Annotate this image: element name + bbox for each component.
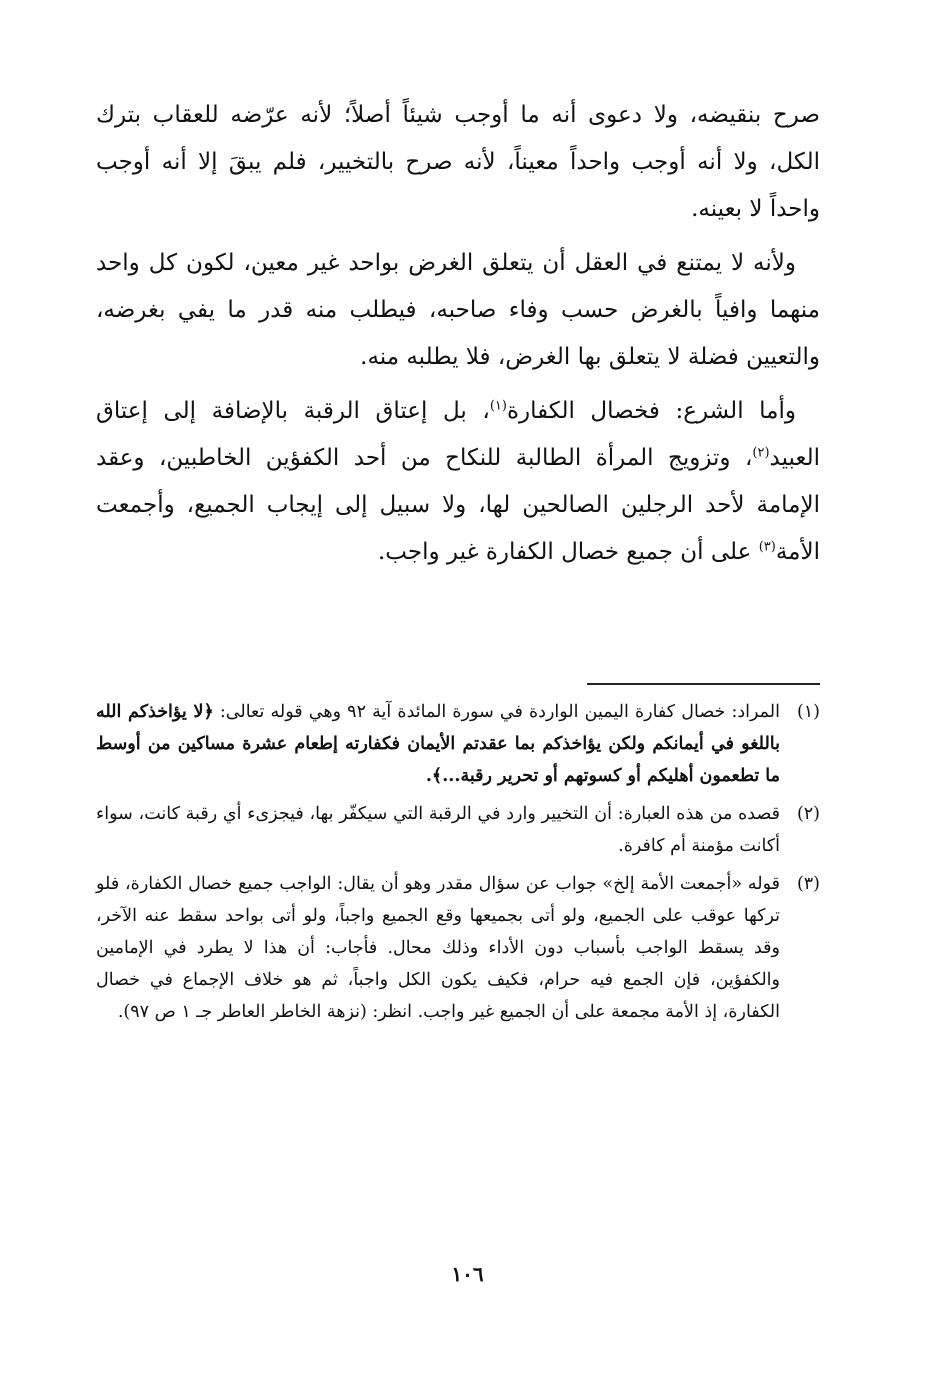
- paragraph-3-part-a: وأما الشرع: فخصال الكفارة: [506, 398, 796, 424]
- footnote-3-text: قوله «أجمعت الأمة إلخ» جواب عن سؤال مقدر وهو أن يقال: الواجب جميع خصال الكفارة، فلو تركها عوقب على الجميع، ولو أتى بجميعها وقع الجميع واجباً، ولو أتى بواحد سقط عنه الآخر، وقد يسقط الواجب بأسباب دون الأداء وذلك محال. فأجاب: أن هذا لا يطرد في الإمامين والكفؤين، فإن الجمع فيه حرام، فكيف يكون الكل واجباً، ثم هو خلاف الإجماع في خصال الكفارة، إذ الأمة مجمعة على أن الجميع غير واجب. انظر: (نزهة الخاطر العاطر جـ ١ ص ٩٧).: [96, 874, 780, 1022]
- footnote-1-quran-verse: ﴿لا يؤاخذكم الله باللغو في أيمانكم ولكن يؤاخذكم بما عقدتم الأيمان فكفارته إطعام عشرة مساكين من أوسط ما تطعمون أهليكم أو كسوتهم أو تحرير رقبة...﴾.: [96, 702, 780, 786]
- footnote-separator: [587, 683, 820, 685]
- footnotes: [96, 696, 820, 1034]
- footnote-ref-1: (١): [489, 398, 507, 414]
- footnote-2-text: قصده من هذه العبارة: أن التخيير وارد في الرقبة التي سيكفّر بها، فيجزىء أي رقبة كانت، سواء أكانت مؤمنة أم كافرة.: [96, 804, 780, 856]
- paragraph-1: صرح بنقيضه، ولا دعوى أنه ما أوجب شيئاً أصلاً؛ لأنه عرّضه للعقاب بترك الكل، ولا أنه أوجب واحداً معيناً، لأنه صرح بالتخيير، فلم يبقَ إلا أنه أوجب واحداً لا بعينه.: [96, 102, 820, 222]
- footnote-ref-2: (٢): [752, 445, 770, 461]
- footnote-1: [96, 696, 820, 792]
- page-number: ١٠٦: [451, 1262, 484, 1286]
- footnote-ref-3: (٣): [758, 539, 776, 555]
- footnote-3-number: (٣): [796, 874, 820, 894]
- footnote-3: [96, 868, 820, 1028]
- paragraph-3-part-c: ، وتزويج المرأة الطالبة للنكاح من أحد الكفؤين الخاطبين، وعقد الإمامة لأحد الرجلين الصالحين لها، ولا سبيل إلى إيجاب الجميع، وأجمعت الأمة: [96, 445, 820, 565]
- paragraph-3-part-d: على أن جميع خصال الكفارة غير واجب.: [377, 539, 759, 565]
- paragraph-3-part-b: ، بل إعتاق الرقبة بالإضافة إلى إعتاق العبيد: [96, 398, 820, 471]
- footnote-2-number: (٢): [796, 804, 820, 824]
- footnote-1-text: المراد: خصال كفارة اليمين الواردة في سورة المائدة آية ٩٢ وهي قوله تعالى:: [219, 702, 780, 722]
- main-text: [96, 92, 820, 583]
- paragraph-2: ولأنه لا يمتنع في العقل أن يتعلق الغرض بواحد غير معين، لكون كل واحد منهما وافياً بالغرض حسب وفاء صاحبه، فيطلب منه قدر ما يفي بغرضه، والتعيين فضلة لا يتعلق بها الغرض، فلا يطلبه منه.: [96, 250, 820, 370]
- footnote-1-number: (١): [796, 702, 820, 722]
- paragraph-3: [96, 388, 820, 576]
- footnote-2: [96, 798, 820, 862]
